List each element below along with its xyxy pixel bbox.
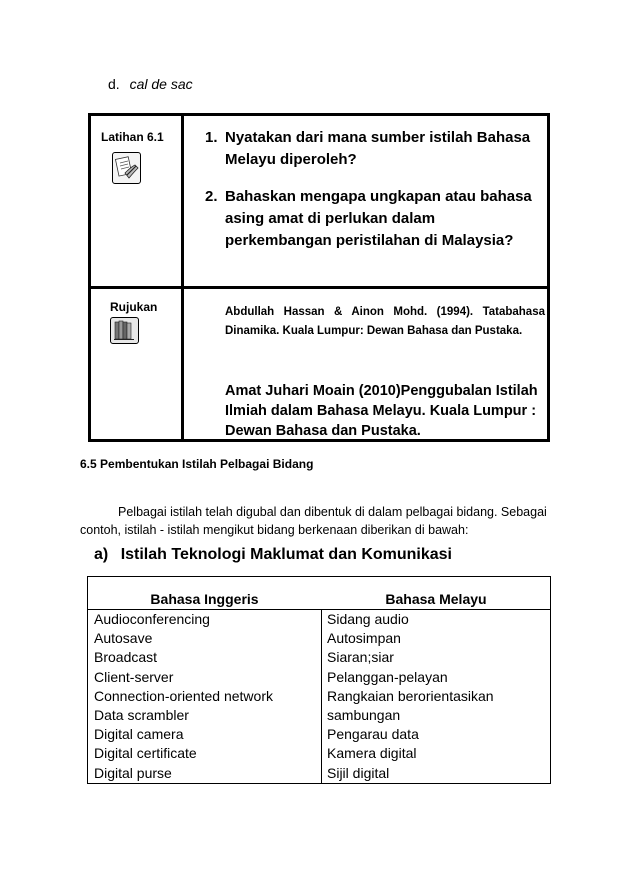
table-cell: Autosimpan <box>327 630 401 647</box>
table-cell: Rangkaian berorientasikan <box>327 687 494 704</box>
table-cell: Siaran;siar <box>327 649 394 666</box>
table-cell: sambungan <box>327 707 401 724</box>
table-cell: Sidang audio <box>327 611 409 627</box>
table-cell: Digital certificate <box>94 745 197 762</box>
list-item-d <box>108 76 193 92</box>
malay-terms-column <box>327 610 494 783</box>
english-terms-column <box>94 610 273 783</box>
table-header-malay: Bahasa Melayu <box>385 591 487 607</box>
box-horizontal-divider <box>91 286 547 289</box>
term-table <box>87 576 551 784</box>
table-cell: Pengarau data <box>327 726 419 743</box>
list-term: cal de sac <box>129 76 193 92</box>
subsection-title: a) Istilah Teknologi Maklumat dan Komunikasi <box>94 546 452 563</box>
table-cell: Client-server <box>94 668 174 685</box>
table-cell: Digital camera <box>94 726 184 743</box>
table-cell: Broadcast <box>94 649 158 666</box>
rujukan-label: Rujukan <box>110 300 158 314</box>
table-cell: Kamera digital <box>327 745 417 762</box>
section-title: 6.5 Pembentukan Istilah Pelbagai Bidang <box>80 457 314 471</box>
table-cell: Pelanggan-pelayan <box>327 668 448 685</box>
table-cell: Sijil digital <box>327 764 390 781</box>
table-cell: Autosave <box>94 630 153 647</box>
table-header-english: Bahasa Inggeris <box>150 591 259 607</box>
table-cell: Digital purse <box>94 764 172 781</box>
section-paragraph: Pelbagai istilah telah digubal dan dibentuk di dalam pelbagai bidang. Sebagai contoh, istilah - istilah mengikut bidang berkenaan diberikan di bawah: <box>80 505 547 537</box>
table-cell: Connection-oriented network <box>94 687 273 704</box>
books-icon <box>110 317 139 344</box>
question-2: 2. Bahaskan mengapa ungkapan atau bahasa asing amat di perlukan dalam perkembangan peristilahan di Malaysia? <box>205 188 532 249</box>
table-cell: Audioconferencing <box>94 611 210 627</box>
latihan-label: Latihan 6.1 <box>101 130 164 144</box>
writing-hand-icon <box>112 152 141 184</box>
table-column-divider <box>321 609 322 783</box>
reference-2: Amat Juhari Moain (2010)Penggubalan Istilah Ilmiah dalam Bahasa Melayu. Kuala Lumpur : Dewan Bahasa dan Pustaka. <box>225 383 538 439</box>
table-cell: Data scrambler <box>94 707 189 724</box>
list-letter: d. <box>108 76 120 92</box>
box-vertical-divider <box>181 116 184 439</box>
reference-1: Abdullah Hassan & Ainon Mohd. (1994). Tatabahasa Dinamika. Kuala Lumpur: Dewan Bahasa dan Pustaka. <box>225 306 545 337</box>
question-1: 1. Nyatakan dari mana sumber istilah Bahasa Melayu diperoleh? <box>205 129 531 168</box>
